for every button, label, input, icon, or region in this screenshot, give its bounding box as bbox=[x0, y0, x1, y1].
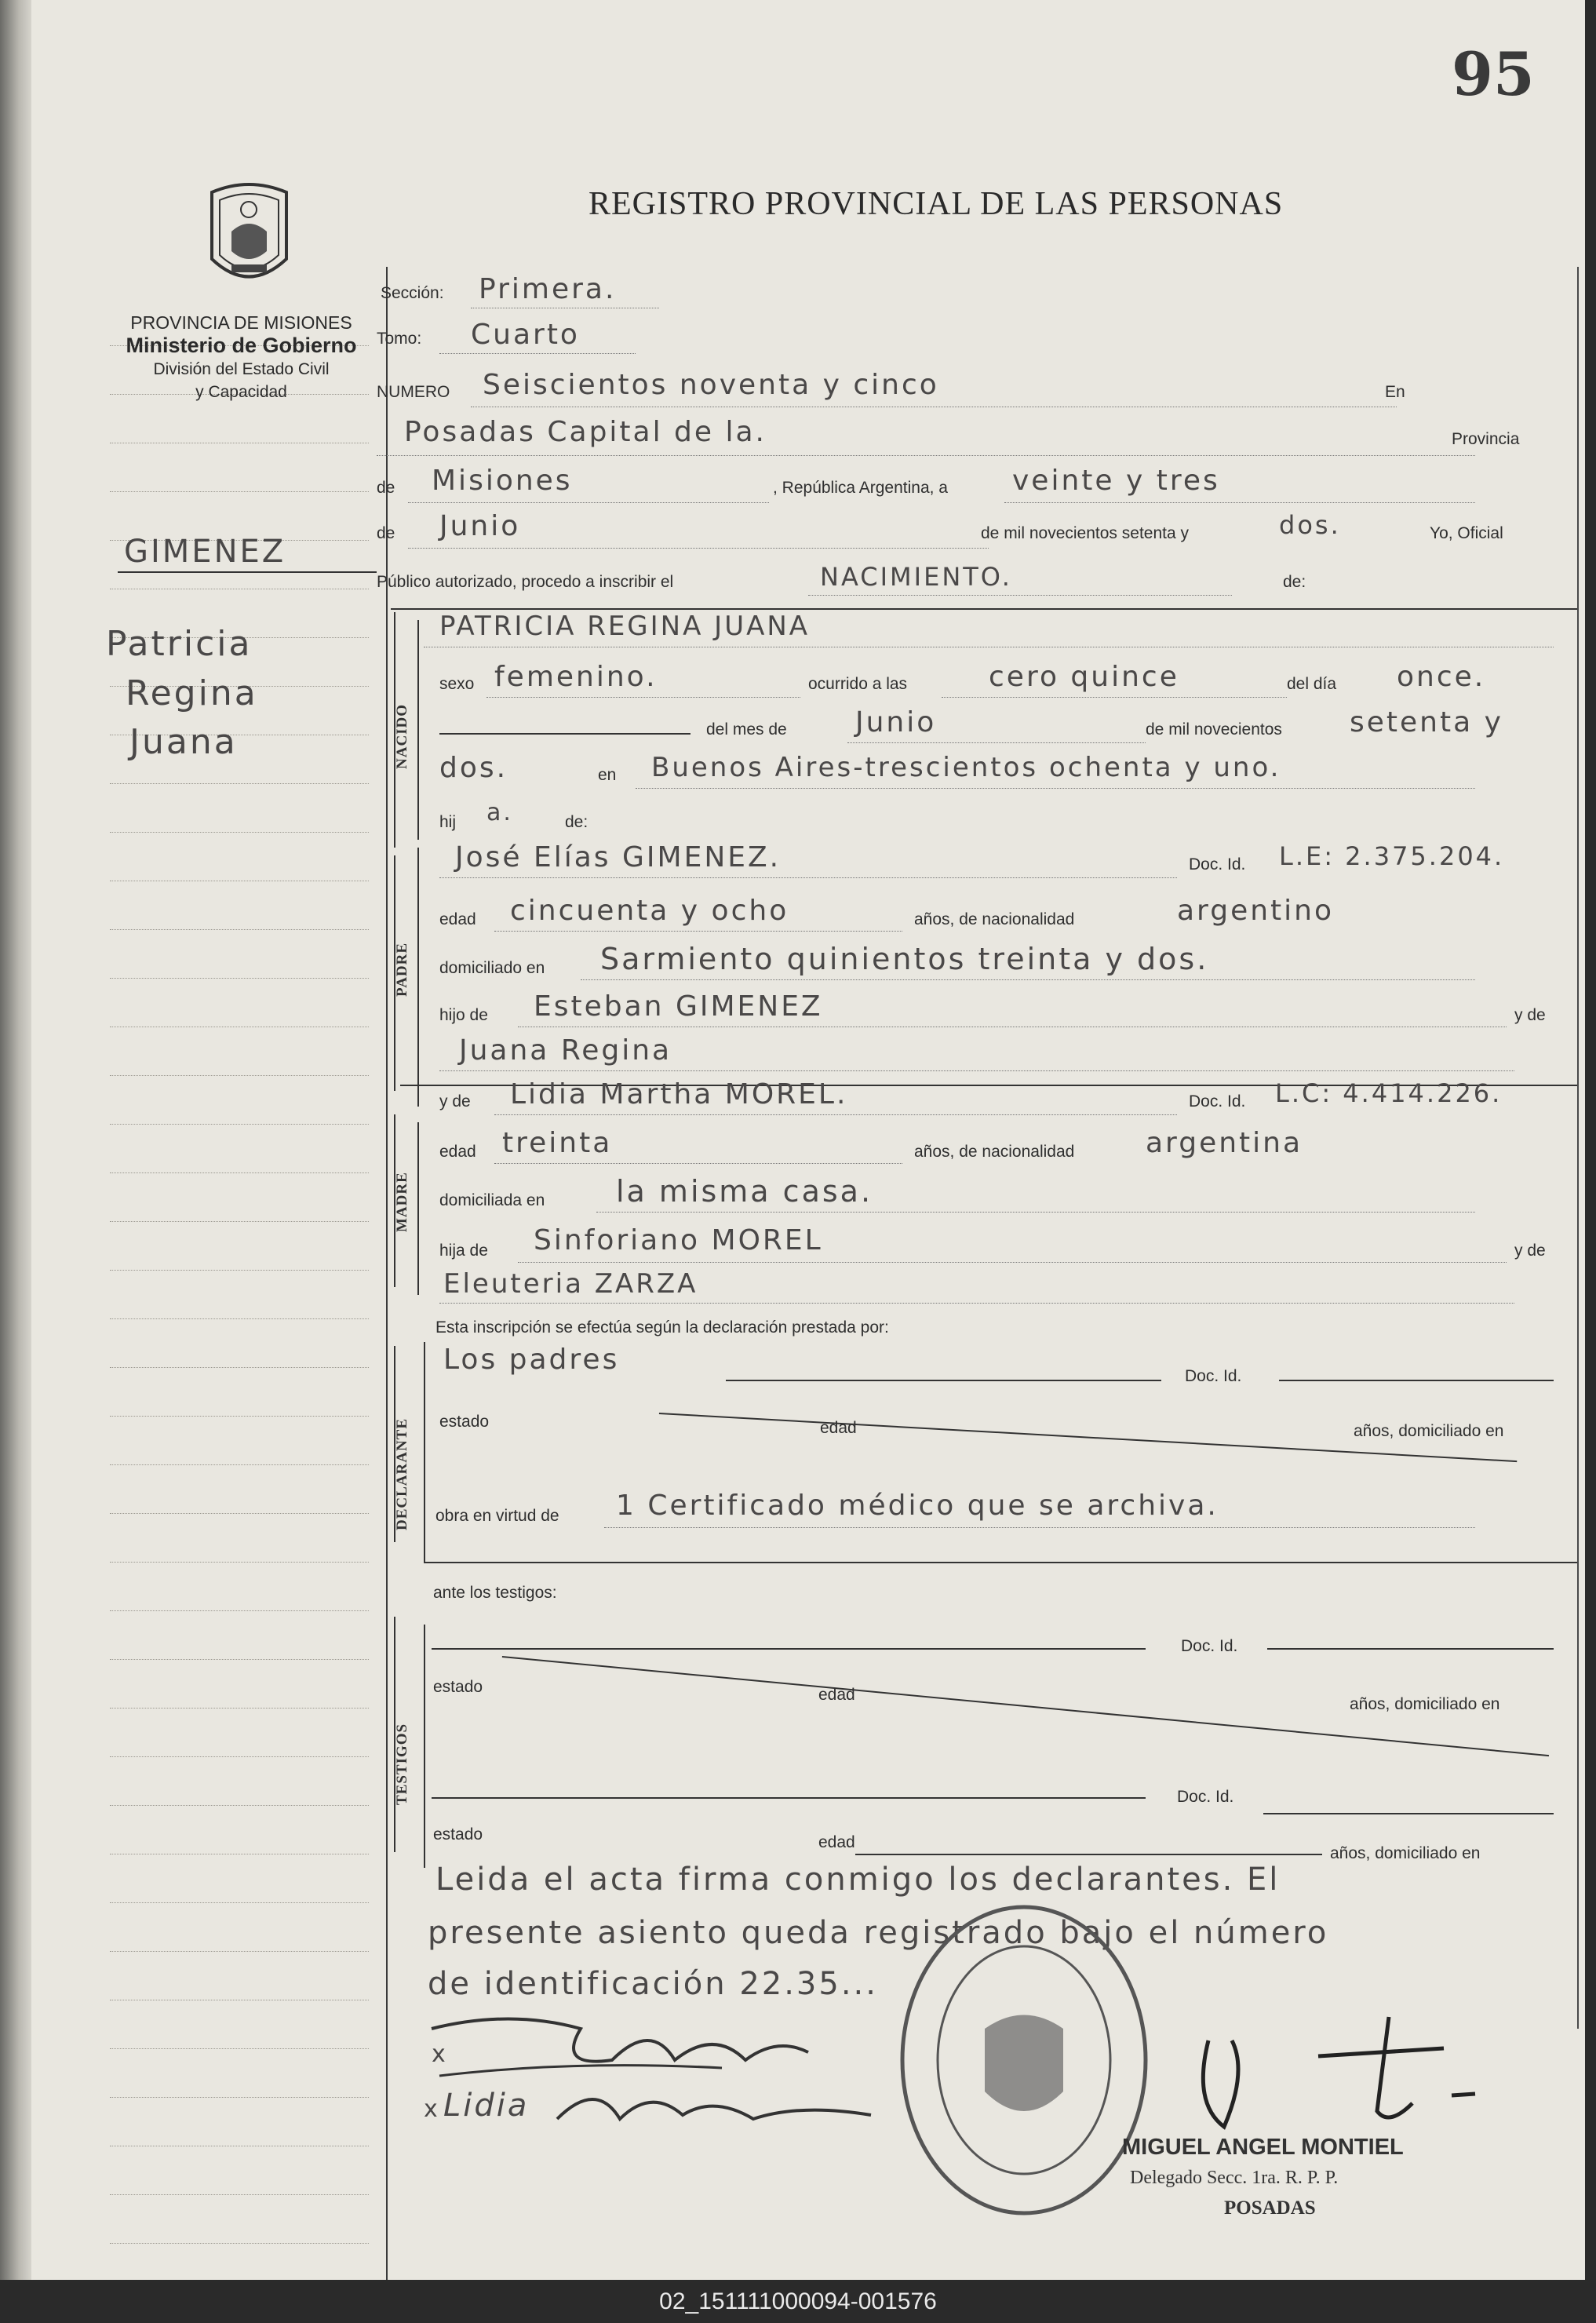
value-padre-edad: cincuenta y ocho bbox=[510, 895, 789, 927]
value-seccion: Primera. bbox=[479, 273, 617, 305]
line-misiones bbox=[408, 502, 769, 503]
value-hij: a. bbox=[486, 799, 513, 826]
value-padre-nac: argentino bbox=[1177, 895, 1335, 927]
line-abuela bbox=[439, 1070, 1514, 1071]
closing-line-3: de identificación 22.35... bbox=[428, 1966, 878, 2002]
line-hora bbox=[942, 697, 1287, 698]
label-anios-nacionalidad-2: años, de nacionalidad bbox=[914, 1143, 1075, 1161]
label-estado-2: estado bbox=[433, 1678, 483, 1696]
value-anio-nac-2: dos. bbox=[439, 752, 508, 784]
book-binding bbox=[0, 0, 31, 2280]
margin-ruled-line bbox=[110, 1075, 369, 1076]
value-madre-edad: treinta bbox=[502, 1127, 613, 1159]
image-identifier: 02_151111000094-001576 bbox=[0, 2280, 1596, 2323]
section-inner-bar-madre bbox=[417, 1122, 419, 1295]
margin-ruled-line bbox=[110, 1562, 369, 1563]
label-en-2: en bbox=[598, 766, 617, 784]
left-vertical-rule bbox=[386, 267, 388, 2280]
margin-ruled-line bbox=[110, 2048, 369, 2049]
margin-ruled-line bbox=[110, 1756, 369, 1757]
label-edad-3: edad bbox=[820, 1419, 857, 1437]
division-name-2: y Capacidad bbox=[195, 383, 287, 401]
label-domiciliada: domiciliada en bbox=[439, 1191, 545, 1209]
value-dia: once. bbox=[1397, 661, 1486, 693]
section-divider bbox=[391, 608, 1577, 610]
label-estado: estado bbox=[439, 1413, 490, 1431]
value-madre-nac: argentina bbox=[1146, 1127, 1303, 1159]
line-testigo-2 bbox=[432, 1797, 1146, 1799]
label-publico: Público autorizado, procedo a inscribir el bbox=[377, 573, 674, 591]
margin-ruled-line bbox=[110, 1172, 369, 1173]
line-declarante-doc bbox=[1279, 1380, 1554, 1381]
margin-ruled-line bbox=[110, 1951, 369, 1952]
section-inner-bar-testigos bbox=[424, 1625, 425, 1868]
value-fecha-dia: veinte y tres bbox=[1012, 465, 1220, 497]
officer-city: POSADAS bbox=[1224, 2197, 1316, 2219]
value-madre-doc: L.C: 4.414.226. bbox=[1275, 1078, 1503, 1108]
label-obra: obra en virtud de bbox=[435, 1507, 559, 1525]
label-estado-3: estado bbox=[433, 1825, 483, 1843]
value-abuelo: Esteban GIMENEZ bbox=[534, 990, 823, 1023]
value-obra: 1 Certificado médico que se archiva. bbox=[616, 1490, 1219, 1522]
line-declarante bbox=[726, 1380, 1161, 1381]
margin-ruled-line bbox=[110, 1416, 369, 1417]
label-yo-oficial: Yo, Oficial bbox=[1430, 524, 1503, 542]
line-madre bbox=[494, 1114, 1177, 1115]
label-anios-domiciliado: años, domiciliado en bbox=[1354, 1422, 1504, 1440]
value-mes-nac: Junio bbox=[855, 706, 937, 738]
section-label-padre: PADRE bbox=[394, 942, 410, 997]
label-republica: , República Argentina, a bbox=[773, 479, 948, 497]
margin-ruled-line bbox=[110, 1270, 369, 1271]
signature-mother: Lidia bbox=[443, 2088, 530, 2124]
closing-line-1: Leida el acta firma conmigo los declarantes. El bbox=[435, 1862, 1281, 1898]
signature-mark-2: x bbox=[424, 2095, 440, 2123]
label-del-mes: del mes de bbox=[706, 720, 787, 738]
signature-mother-icon bbox=[549, 2072, 879, 2142]
value-padre: José Elías GIMENEZ. bbox=[455, 841, 782, 873]
label-seccion: Sección: bbox=[381, 284, 444, 302]
label-doc-id-2: Doc. Id. bbox=[1189, 1092, 1246, 1110]
label-mil-novecientos: de mil novecientos setenta y bbox=[981, 524, 1189, 542]
division-name: División del Estado Civil bbox=[153, 360, 330, 378]
value-abuela: Juana Regina bbox=[459, 1034, 672, 1067]
section-label-nacido: NACIDO bbox=[394, 703, 410, 769]
value-padre-doc: L.E: 2.375.204. bbox=[1279, 841, 1505, 871]
label-hijo-de: hijo de bbox=[439, 1006, 488, 1024]
ministry-name: Ministerio de Gobierno bbox=[126, 334, 357, 357]
label-y-de-2: y de bbox=[439, 1092, 471, 1110]
label-hij: hij bbox=[439, 813, 457, 831]
line-abuelo-m bbox=[518, 1262, 1507, 1263]
line-testigo-2-edad bbox=[855, 1854, 1322, 1855]
margin-surname-underline bbox=[118, 571, 377, 573]
label-doc-id-5: Doc. Id. bbox=[1177, 1788, 1234, 1806]
officer-name: MIGUEL ANGEL MONTIEL bbox=[1122, 2135, 1404, 2160]
margin-ruled-line bbox=[110, 1708, 369, 1709]
label-doc-id-4: Doc. Id. bbox=[1181, 1637, 1238, 1655]
value-lugar-nac: Buenos Aires-trescientos ochenta y uno. bbox=[651, 752, 1281, 783]
label-en: En bbox=[1385, 383, 1405, 401]
label-provincia: Provincia bbox=[1452, 430, 1520, 448]
margin-surname: GIMENEZ bbox=[124, 534, 286, 570]
margin-ruled-line bbox=[110, 1805, 369, 1806]
value-nombre: PATRICIA REGINA JUANA bbox=[439, 611, 811, 642]
value-abuelo-m: Sinforiano MOREL bbox=[534, 1224, 823, 1256]
value-anio: dos. bbox=[1279, 510, 1341, 540]
label-anios-domiciliado-3: años, domiciliado en bbox=[1330, 1844, 1481, 1862]
label-numero: NUMERO bbox=[377, 383, 450, 401]
ministry-header bbox=[94, 312, 388, 403]
section-label-madre: MADRE bbox=[394, 1172, 410, 1232]
line-padre-dom bbox=[581, 979, 1475, 980]
right-vertical-rule bbox=[1577, 267, 1585, 2029]
line-madre-dom bbox=[596, 1212, 1475, 1213]
line-abuela-m bbox=[439, 1303, 1514, 1304]
margin-ruled-line bbox=[110, 2194, 369, 2195]
line-padre bbox=[439, 877, 1177, 878]
label-edad-5: edad bbox=[818, 1833, 855, 1851]
line-lugar-nac bbox=[636, 788, 1475, 789]
label-de: de bbox=[377, 479, 395, 497]
label-de-3: de: bbox=[1283, 573, 1306, 591]
margin-name-1: Patricia bbox=[106, 624, 253, 664]
line-testigo-2-doc bbox=[1263, 1813, 1554, 1814]
value-tomo: Cuarto bbox=[471, 319, 580, 351]
label-hija-de: hija de bbox=[439, 1242, 488, 1260]
line-obra-2 bbox=[424, 1562, 1577, 1563]
margin-ruled-line bbox=[110, 2243, 369, 2244]
value-anio-nac: setenta y bbox=[1350, 706, 1503, 738]
line-tomo bbox=[439, 353, 636, 354]
margin-ruled-line bbox=[110, 1464, 369, 1465]
value-hora: cero quince bbox=[989, 661, 1179, 693]
label-edad: edad bbox=[439, 910, 476, 928]
value-abuela-m: Eleuteria ZARZA bbox=[443, 1268, 698, 1300]
value-acto: NACIMIENTO. bbox=[820, 562, 1012, 592]
province-name: PROVINCIA DE MISIONES bbox=[130, 312, 352, 333]
value-lugar: Posadas Capital de la. bbox=[404, 416, 767, 448]
section-label-declarante: DECLARANTE bbox=[394, 1417, 410, 1530]
label-doc-id: Doc. Id. bbox=[1189, 855, 1246, 873]
margin-ruled-line bbox=[110, 1124, 369, 1125]
label-inscripcion: Esta inscripción se efectúa según la declaración prestada por: bbox=[435, 1318, 889, 1337]
value-declarante: Los padres bbox=[443, 1344, 620, 1376]
value-mes: Junio bbox=[439, 510, 521, 542]
margin-ruled-line bbox=[110, 832, 369, 833]
margin-name-3: Juana bbox=[129, 722, 238, 762]
value-sexo: femenino. bbox=[494, 661, 658, 693]
margin-ruled-line bbox=[110, 1221, 369, 1222]
line-mes-nac bbox=[847, 742, 1146, 743]
label-ocurrido: ocurrido a las bbox=[808, 675, 908, 693]
value-misiones: Misiones bbox=[432, 465, 573, 497]
value-madre: Lidia Martha MOREL. bbox=[510, 1078, 848, 1110]
label-domiciliado: domiciliado en bbox=[439, 959, 545, 977]
label-tomo: Tomo: bbox=[377, 330, 422, 348]
signature-officer-icon bbox=[1161, 2009, 1491, 2150]
province-seal-icon bbox=[196, 177, 302, 294]
officer-title: Delegado Secc. 1ra. R. P. P. bbox=[1130, 2168, 1339, 2188]
value-padre-dom: Sarmiento quinientos treinta y dos. bbox=[600, 942, 1209, 976]
label-y-de: y de bbox=[1514, 1006, 1546, 1024]
label-anios-nacionalidad: años, de nacionalidad bbox=[914, 910, 1075, 928]
line-madre-edad bbox=[494, 1163, 902, 1164]
margin-ruled-line bbox=[110, 1318, 369, 1319]
line-lugar bbox=[377, 455, 1475, 456]
label-edad-2: edad bbox=[439, 1143, 476, 1161]
label-mil-novecientos-2: de mil novecientos bbox=[1146, 720, 1282, 738]
label-ante-testigos: ante los testigos: bbox=[433, 1584, 557, 1602]
label-de-2: de bbox=[377, 524, 395, 542]
section-label-testigos: TESTIGOS bbox=[394, 1723, 410, 1805]
label-edad-4: edad bbox=[818, 1686, 855, 1704]
line-testigo-1 bbox=[432, 1648, 1146, 1650]
margin-ruled-line bbox=[110, 783, 369, 784]
margin-ruled-line bbox=[110, 491, 369, 492]
register-page bbox=[31, 0, 1585, 2280]
blank-line bbox=[439, 733, 691, 735]
page-title: REGISTRO PROVINCIAL DE LAS PERSONAS bbox=[588, 186, 1284, 222]
line-padre-edad bbox=[494, 931, 902, 932]
section-inner-bar-declarante bbox=[424, 1342, 425, 1562]
line-mes bbox=[408, 548, 989, 549]
margin-ruled-line bbox=[110, 2097, 369, 2098]
margin-ruled-line bbox=[110, 1367, 369, 1368]
section-inner-bar-nacido bbox=[417, 620, 419, 840]
margin-ruled-line bbox=[110, 1659, 369, 1660]
value-numero: Seiscientos noventa y cinco bbox=[483, 369, 939, 401]
line-fecha bbox=[1004, 502, 1475, 503]
label-de-4: de: bbox=[565, 813, 588, 831]
section-inner-bar-padre bbox=[417, 848, 419, 1107]
value-madre-dom: la misma casa. bbox=[616, 1174, 873, 1209]
margin-ruled-line bbox=[110, 1513, 369, 1514]
margin-ruled-line bbox=[110, 1610, 369, 1611]
label-anios-domiciliado-2: años, domiciliado en bbox=[1350, 1695, 1500, 1713]
line-acto bbox=[808, 595, 1232, 596]
signature-mark-1: x bbox=[432, 2040, 448, 2068]
label-doc-id-3: Doc. Id. bbox=[1185, 1367, 1242, 1385]
margin-ruled-line bbox=[110, 978, 369, 979]
line-testigo-1-doc bbox=[1267, 1648, 1554, 1650]
label-y-de-3: y de bbox=[1514, 1242, 1546, 1260]
line-sexo bbox=[486, 697, 800, 698]
margin-ruled-line bbox=[110, 929, 369, 930]
closing-line-2: presente asiento queda registrado bajo el número bbox=[428, 1915, 1329, 1951]
label-del-dia: del día bbox=[1287, 675, 1337, 693]
line-obra bbox=[604, 1527, 1475, 1528]
page-number: 95 bbox=[1452, 39, 1535, 109]
label-sexo: sexo bbox=[439, 675, 475, 693]
margin-name-2: Regina bbox=[126, 673, 258, 713]
official-stamp-icon bbox=[891, 1895, 1157, 2225]
margin-ruled-line bbox=[110, 1902, 369, 1903]
